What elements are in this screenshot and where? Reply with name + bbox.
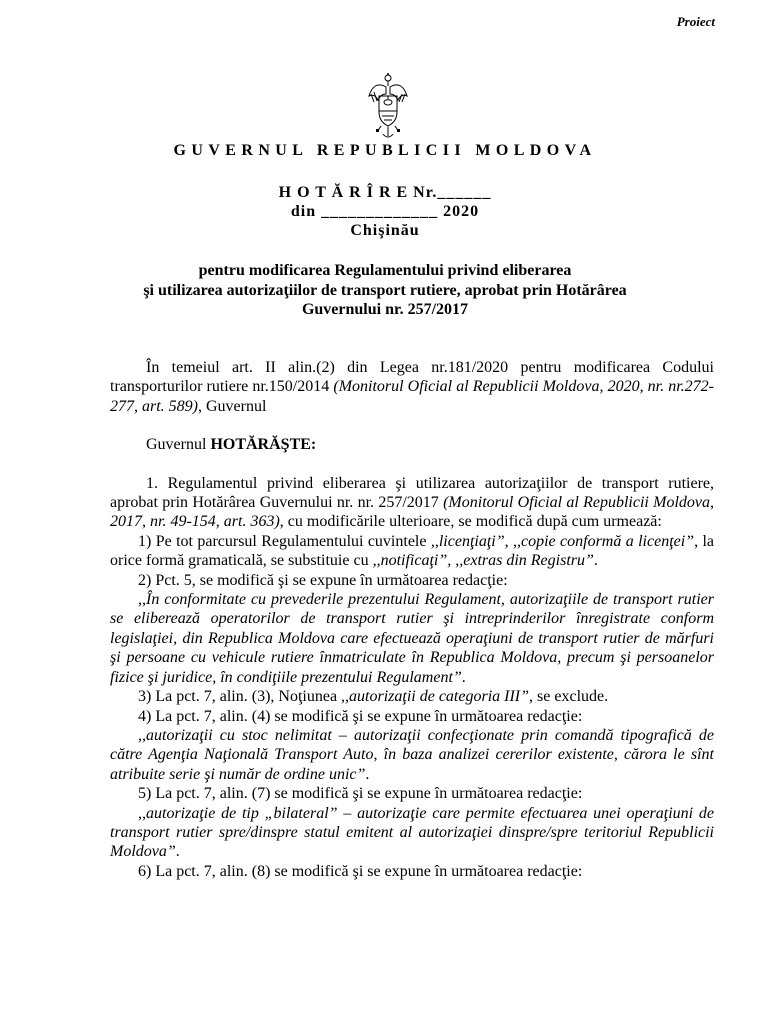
decision-city: Chişinău (350, 222, 420, 239)
subject-line: pentru modificarea Regulamentului privind eliberarea (198, 262, 572, 279)
subpoint-4-quote: ,,autorizaţii cu stoc nelimitat – autorizaţii confecţionate prin comandă tipografică de către Agenţia Naţională Transport Auto, în baza analizei cererilor existente, cărora le sînt atribuite serie şi număr de ordine unic”. (110, 726, 714, 783)
subpoint-4: 4) La pct. 7, alin. (4) se modifică şi se expune în următoarea redacţie: (138, 707, 583, 725)
project-label: Proiect (676, 14, 715, 29)
subpoint-5: 5) La pct. 7, alin. (7) se modifică şi se expune în următoarea redacţie: (138, 785, 583, 803)
document-body (110, 358, 714, 881)
subpoint-2-quote: ,,În conformitate cu prevederile prezentului Regulament, autorizaţiile de transport rutier se eliberează operatorilor de transport rutier şi intreprinderilor înregistrate conform legislaţiei, din Republica Moldova care efectuează operaţiuni de transport rutier de mărfuri şi persoane cu vehicule rutiere înmatriculate în Republica Moldova, precum şi persoanelor fizice şi juridice, în condiţiile prezentului Regulament”. (110, 591, 714, 686)
decree-paragraph: Guvernul HOTĂRĂŞTE: (146, 436, 317, 454)
decision-number: H O T Ă R Î R E Nr.______ (278, 184, 492, 201)
government-title: GUVERNUL REPUBLICII MOLDOVA (173, 142, 597, 159)
subpoint-6: 6) La pct. 7, alin. (8) se modifică şi se expune în următoarea redacţie: (138, 862, 583, 880)
subject-line: Guvernului nr. 257/2017 (301, 301, 469, 318)
article-1-paragraph: 1. Regulamentul privind eliberarea şi utilizarea autorizaţiilor de transport rutiere, aprobat prin Hotărârea Guvernului nr. nr. 257/2017 (Monitorul Oficial al Republicii Moldova, 2017, nr. 49-154, art. 363), cu modificările ulterioare, se modifică după cum urmează: (110, 474, 715, 531)
subpoint-2: 2) Pct. 5, se modifică şi se expune în următoarea redacţie: (138, 571, 508, 589)
moldova-coat-of-arms-icon (366, 72, 410, 140)
decree-keyword: HOTĂRĂŞTE: (210, 436, 317, 454)
subject-line: şi utilizarea autorizaţiilor de transport rutiere, aprobat prin Hotărârea (143, 281, 627, 299)
decision-subject (0, 261, 770, 320)
subpoint-5-quote: ,,autorizaţie de tip „bilateral” – autorizaţie care permite efectuarea unei operaţiuni de transport rutier spre/dinspre statul emitent al autorizaţiei dinspre/spre teritoriul Republicii Moldova”. (110, 804, 714, 861)
subpoint-1: 1) Pe tot parcursul Regulamentului cuvintele ,,licenţiaţi”, ,,copie conformă a licenţei”, la orice formă gramaticală, se substituie cu ,,notificaţi”, ,,extras din Registru”. (110, 532, 714, 570)
decision-date: din _____________ 2020 (290, 203, 480, 220)
preamble-paragraph: În temeiul art. II alin.(2) din Legea nr.181/2020 pentru modificarea Codului transporturilor rutiere nr.150/2014 (Monitorul Oficial al Republicii Moldova, 2020, nr. nr.272-277, art. 589), Guvernul (110, 359, 715, 415)
subpoint-3: 3) La pct. 7, alin. (3), Noţiunea ,,autorizaţii de categoria III”, se exclude. (138, 688, 609, 706)
decision-heading (0, 183, 770, 240)
